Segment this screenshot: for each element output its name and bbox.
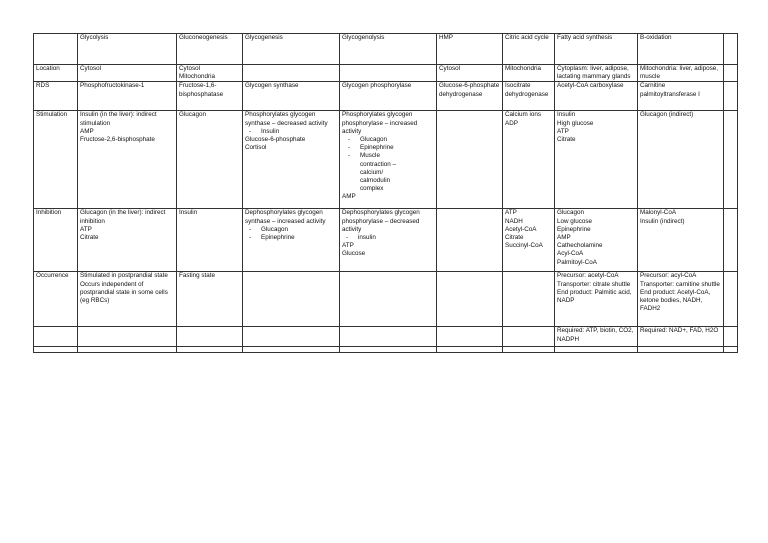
header-corner <box>34 34 78 65</box>
row-inhibition <box>34 209 738 272</box>
cell-required-glycogenolysis <box>340 327 437 347</box>
col-header-fatty-acid-synthesis: Fatty acid synthesis <box>555 34 638 65</box>
cell-occurrence-b-oxidation <box>638 272 724 327</box>
text-line: Glucagon (in the liver): indirect inhibition <box>80 209 166 225</box>
col-header-citric-acid-cycle: Citric acid cycle <box>503 34 555 65</box>
cell-required-fatty-acid-synthesis: Required: ATP, biotin, CO2, NADPH <box>555 327 638 347</box>
cell-inhibition-fatty-acid-synthesis <box>555 209 638 272</box>
cell-location-fatty-acid-synthesis: Cytoplasm: liver, adipose, lactating mammary glands <box>555 65 638 82</box>
cell-location-extra <box>724 65 738 82</box>
text-line: Citrate <box>80 234 99 242</box>
cell-occurrence-gluconeogenesis: Fasting state <box>177 272 243 327</box>
cell-stimulation-glycogenesis <box>243 111 340 209</box>
cell-required-gluconeogenesis <box>177 327 243 347</box>
text-line: ATP <box>557 127 569 135</box>
cell-inhibition-glycogenolysis <box>340 209 437 272</box>
text-line: Stimulated in postprandial state <box>80 272 168 280</box>
row-occurrence <box>34 272 738 327</box>
cell-required-glycolysis <box>78 327 177 347</box>
text-line: Malonyl-CoA <box>640 209 677 217</box>
cell-rds-glycolysis: Phosphofructokinase-1 <box>78 82 177 111</box>
bullet-list <box>245 128 337 136</box>
text-line: Acyl-CoA <box>557 250 584 258</box>
text-line: Cortisol <box>245 144 267 152</box>
col-header-b-oxidation: B-oxidation <box>638 34 724 65</box>
text-line: AMP <box>80 127 94 135</box>
text-line: AMP <box>557 234 571 242</box>
blank-cell <box>638 347 724 353</box>
text-line: ADP <box>505 119 518 127</box>
cell-occurrence-glycolysis <box>78 272 177 327</box>
cell-stimulation-b-oxidation: Glucagon (indirect) <box>638 111 724 209</box>
cell-required-citric-acid-cycle <box>503 327 555 347</box>
text-line: Glucose <box>342 250 366 258</box>
text-line: Glucagon <box>557 209 584 217</box>
cell-occurrence-citric-acid-cycle <box>503 272 555 327</box>
col-header-glycogenolysis: Glycogenolysis <box>340 34 437 65</box>
text-line: High glucose <box>557 119 594 127</box>
blank-cell <box>555 347 638 353</box>
cell-stimulation-citric-acid-cycle <box>503 111 555 209</box>
list-item: - Epinephrine <box>360 144 412 152</box>
cell-stimulation-hmp <box>437 111 503 209</box>
cell-location-glycogenesis <box>243 65 340 82</box>
row-label-location: Location <box>34 65 78 82</box>
text-line: Transporter: citrate shuttle <box>557 280 631 288</box>
text-line: End product: Palmitic acid, NADP <box>557 288 632 305</box>
text-line: Dephosphorylates glycogen synthase – increased activity <box>245 209 326 225</box>
list-item: - Muscle contraction – calcium/ calmodulin complex <box>360 152 412 193</box>
text-line: Cytosol <box>179 65 200 72</box>
metabolism-comparison-table <box>33 33 738 353</box>
text-line: Glucose-6-phosphate <box>245 136 306 144</box>
cell-required-b-oxidation: Required: NAD+, FAD, H2O <box>638 327 724 347</box>
row-label-occurrence: Occurrence <box>34 272 78 327</box>
text-line: Dephosphorylates glycogen phosphorylase – decreased activity <box>342 209 420 233</box>
text-line: AMP <box>342 193 356 201</box>
text-line: Palmitoyl-CoA <box>557 258 597 266</box>
text-line: Acetyl-CoA <box>505 225 537 233</box>
col-header-glycogenesis: Glycogenesis <box>243 34 340 65</box>
text-line: Mitochondria <box>179 73 216 81</box>
text-line: Insulin (in the liver): indirect stimulation <box>80 111 157 127</box>
cell-rds-fatty-acid-synthesis: Acetyl-CoA carboxylase <box>555 82 638 111</box>
text-line: Occurs independent of postprandial state in some cells (eg RBCs) <box>80 280 168 305</box>
cell-occurrence-fatty-acid-synthesis <box>555 272 638 327</box>
text-line: Fructose-2,6-bisphosphate <box>80 136 155 144</box>
text-line: Phosphorylates glycogen phosphorylase – increased activity <box>342 111 418 135</box>
row-label-rds: RDS <box>34 82 78 111</box>
text-line: Epinephrine <box>557 225 591 233</box>
bullet-list <box>245 226 337 242</box>
col-header-extra <box>724 34 738 65</box>
cell-stimulation-glycolysis <box>78 111 177 209</box>
cell-stimulation-gluconeogenesis: Glucagon <box>177 111 243 209</box>
text-line: Citrate <box>505 234 524 242</box>
row-label-required <box>34 327 78 347</box>
text-line: End product: Acetyl-CoA, ketone bodies, NADH, FADH2 <box>640 288 711 313</box>
cell-stimulation-glycogenolysis <box>340 111 437 209</box>
cell-location-b-oxidation: Mitochondria: liver, adipose, muscle <box>638 65 724 82</box>
list-item: - Glucagon <box>261 226 337 234</box>
row-rds <box>34 82 738 111</box>
col-header-hmp: HMP <box>437 34 503 65</box>
blank-cell <box>34 347 78 353</box>
row-stimulation <box>34 111 738 209</box>
cell-occurrence-glycogenesis <box>243 272 340 327</box>
cell-inhibition-gluconeogenesis: Insulin <box>177 209 243 272</box>
blank-cell <box>340 347 437 353</box>
text-line: Precursor: acetyl-CoA <box>557 272 619 280</box>
text-line: NADH <box>505 217 523 225</box>
cell-occurrence-glycogenolysis <box>340 272 437 327</box>
cell-rds-extra <box>724 82 738 111</box>
text-line: Citrate <box>557 136 576 144</box>
row-blank <box>34 347 738 353</box>
bullet-list <box>342 136 412 193</box>
cell-rds-b-oxidation: Carnitine palmitoyltransferase I <box>638 82 724 111</box>
cell-inhibition-citric-acid-cycle <box>503 209 555 272</box>
cell-rds-gluconeogenesis: Fructose-1,6-bisphosphatase <box>177 82 243 111</box>
cell-occurrence-extra <box>724 272 738 327</box>
cell-location-gluconeogenesis <box>177 65 243 82</box>
cell-location-citric-acid-cycle: Mitochondria <box>503 65 555 82</box>
cell-location-glycolysis: Cytosol <box>78 65 177 82</box>
cell-occurrence-hmp <box>437 272 503 327</box>
cell-location-hmp: Cytosol <box>437 65 503 82</box>
cell-stimulation-extra <box>724 111 738 209</box>
text-line: Cathecholamine <box>557 242 603 250</box>
blank-cell <box>724 347 738 353</box>
blank-cell <box>437 347 503 353</box>
header-row <box>34 34 738 65</box>
text-line: Low glucose <box>557 217 593 225</box>
text-line: Calcium ions <box>505 111 542 119</box>
text-line: Precursor: acyl-CoA <box>640 272 697 280</box>
row-location <box>34 65 738 82</box>
row-required <box>34 327 738 347</box>
list-item: - Glucagon <box>360 136 412 144</box>
text-line: ATP <box>342 242 354 250</box>
cell-inhibition-hmp <box>437 209 503 272</box>
cell-stimulation-fatty-acid-synthesis <box>555 111 638 209</box>
cell-inhibition-b-oxidation <box>638 209 724 272</box>
cell-required-hmp <box>437 327 503 347</box>
text-line: ATP <box>80 225 92 233</box>
cell-location-glycogenolysis <box>340 65 437 82</box>
bullet-list <box>342 234 434 242</box>
row-label-stimulation: Stimulation <box>34 111 78 209</box>
cell-rds-glycogenolysis: Glycogen phosphorylase <box>340 82 437 111</box>
cell-rds-glycogenesis: Glycogen synthase <box>243 82 340 111</box>
cell-rds-citric-acid-cycle: Isocitrate dehydrogenase <box>503 82 555 111</box>
list-item: - Insulin <box>261 128 337 136</box>
blank-cell <box>503 347 555 353</box>
text-line: Insulin (indirect) <box>640 217 685 225</box>
cell-required-glycogenesis <box>243 327 340 347</box>
text-line: Transporter: carnitine shuttle <box>640 280 720 288</box>
list-item: - Epinephrine <box>261 234 337 242</box>
col-header-glycolysis: Glycolysis <box>78 34 177 65</box>
cell-inhibition-glycogenesis <box>243 209 340 272</box>
cell-rds-hmp: Glucose-6-phosphate dehydrogenase <box>437 82 503 111</box>
row-label-inhibition: Inhibition <box>34 209 78 272</box>
blank-cell <box>243 347 340 353</box>
text-line: Insulin <box>557 111 576 119</box>
blank-cell <box>177 347 243 353</box>
text-line: Succinyl-CoA <box>505 242 543 250</box>
blank-cell <box>78 347 177 353</box>
col-header-gluconeogenesis: Gluconeogenesis <box>177 34 243 65</box>
text-line: Phosphorylates glycogen synthase – decreased activity <box>245 111 328 127</box>
cell-required-extra <box>724 327 738 347</box>
text-line: ATP <box>505 209 517 217</box>
list-item: - insulin <box>358 234 434 242</box>
cell-inhibition-glycolysis <box>78 209 177 272</box>
cell-inhibition-extra <box>724 209 738 272</box>
